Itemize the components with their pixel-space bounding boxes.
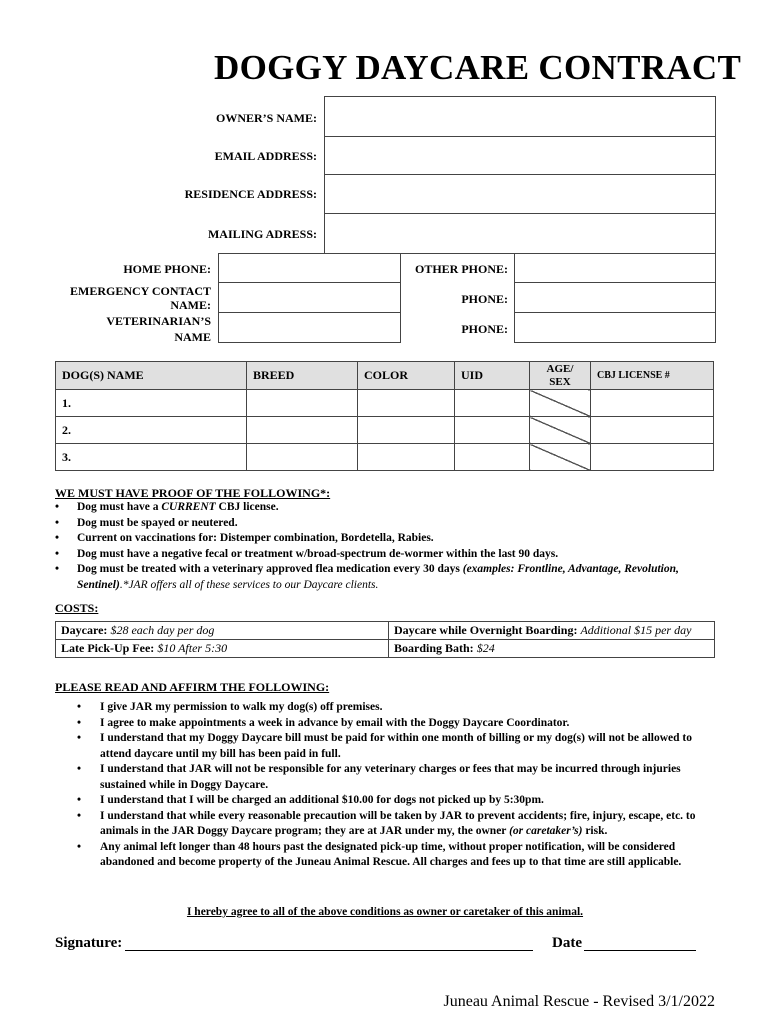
color-cell[interactable] — [358, 444, 455, 471]
dog-table — [55, 361, 714, 471]
late-fee-value: $10 After 5:30 — [157, 641, 228, 655]
list-item: • I understand that I will be charged an additional $10.00 for dogs not picked up by 5:30pm. — [55, 793, 715, 809]
date-line[interactable] — [584, 950, 696, 951]
breed-cell[interactable] — [247, 444, 358, 471]
emergency-phone-label: PHONE: — [461, 292, 508, 306]
email-address-label: EMAIL ADDRESS: — [214, 149, 317, 163]
boarding-bath-label: Boarding Bath: — [394, 641, 474, 655]
requirements-heading: WE MUST HAVE PROOF OF THE FOLLOWING*: — [55, 486, 331, 500]
col-dog-name: DOG(S) NAME — [56, 362, 247, 390]
list-item — [55, 809, 715, 840]
boarding-bath-value: $24 — [476, 641, 495, 655]
list-item: • I understand that my Doggy Daycare bill must be paid for within one month of billing or my dog(s) will not be allowed to attend daycare until my bill has been paid in full. — [55, 731, 715, 762]
daycare-cost-value: $28 each day per dog — [110, 623, 215, 637]
req5-text: Dog must be treated with a veterinary approved flea medication every 30 days — [77, 563, 463, 575]
home-phone-label: HOME PHONE: — [123, 262, 211, 276]
req1-text-end: CBJ license. — [215, 501, 279, 513]
breed-cell[interactable] — [247, 390, 358, 417]
req1-emphasis: CURRENT — [161, 501, 216, 513]
req1-text: Dog must have a — [77, 501, 162, 513]
late-fee-label: Late Pick-Up Fee: — [61, 641, 155, 655]
col-breed: BREED — [247, 362, 358, 390]
uid-cell[interactable] — [455, 417, 530, 444]
other-phone-label: OTHER PHONE: — [414, 262, 508, 276]
col-sex-label: SEX — [549, 375, 571, 388]
affirm6-text: I understand that while every reasonable precaution will be taken by JAR to prevent accidents; fire, injury, escape, etc. to animals in the JAR Doggy Daycare program; they are at JAR under my, the owner — [100, 809, 696, 837]
overnight-cost-label: Daycare while Overnight Boarding: — [394, 623, 578, 637]
home-phone-field[interactable] — [218, 253, 401, 283]
mailing-address-field[interactable] — [324, 213, 716, 254]
col-cbj-license: CBJ LICENSE # — [591, 362, 714, 390]
costs-table — [55, 621, 715, 658]
list-item: • I understand that JAR will not be responsible for any veterinary charges or fees that may be incurred through injuries sustained while in Doggy Daycare. — [55, 762, 715, 793]
cbj-license-cell[interactable] — [591, 417, 714, 444]
overnight-cost-cell — [389, 622, 715, 640]
color-cell[interactable] — [358, 417, 455, 444]
age-sex-cell[interactable] — [530, 444, 591, 471]
requirements-list — [55, 500, 715, 593]
list-item: • Dog must have a negative fecal or treatment w/broad-spectrum de-wormer within the last 90 days. — [55, 547, 715, 563]
date-label: Date — [552, 935, 582, 951]
dog-table-header — [56, 362, 714, 390]
table-row — [56, 640, 715, 658]
color-cell[interactable] — [358, 390, 455, 417]
table-row — [56, 622, 715, 640]
veterinarian-phone-field[interactable] — [514, 312, 716, 343]
list-item — [55, 500, 715, 516]
cbj-license-cell[interactable] — [591, 390, 714, 417]
daycare-cost-cell — [56, 622, 389, 640]
veterinarian-label: VETERINARIAN’S — [106, 314, 211, 328]
table-row — [56, 390, 714, 417]
breed-cell[interactable] — [247, 417, 358, 444]
daycare-cost-label: Daycare: — [61, 623, 108, 637]
overnight-cost-value: Additional $15 per day — [580, 623, 692, 637]
col-age-sex — [530, 362, 591, 390]
cbj-license-cell[interactable] — [591, 444, 714, 471]
emergency-phone-field[interactable] — [514, 282, 716, 313]
table-row — [56, 417, 714, 444]
mailing-address-label: MAILING ADRESS: — [207, 227, 317, 241]
table-row — [56, 444, 714, 471]
dog-name-cell-2[interactable]: 2. — [56, 417, 247, 444]
signature-line[interactable] — [125, 950, 533, 951]
veterinarian-label-2: NAME — [174, 330, 211, 344]
list-item: • Dog must be spayed or neutered. — [55, 516, 715, 532]
veterinarian-field[interactable] — [218, 312, 401, 343]
signature-label: Signature: — [55, 935, 123, 951]
age-sex-cell[interactable] — [530, 417, 591, 444]
footer-text: Juneau Animal Rescue - Revised 3/1/2022 — [443, 993, 715, 1010]
affirm6-text-end: risk. — [582, 825, 608, 837]
req5-note: .*JAR offers all of these services to our Daycare clients. — [119, 578, 379, 591]
list-item: • I agree to make appointments a week in advance by email with the Doggy Daycare Coordinator. — [55, 716, 715, 732]
col-uid: UID — [455, 362, 530, 390]
emergency-contact-label-2: NAME: — [170, 298, 211, 312]
boarding-bath-cell — [389, 640, 715, 658]
residence-address-field[interactable] — [324, 174, 716, 214]
owners-name-label: OWNER’S NAME: — [216, 111, 317, 125]
owners-name-field[interactable] — [324, 96, 716, 137]
list-item: • I give JAR my permission to walk my dog(s) off premises. — [55, 700, 715, 716]
dog-name-cell-3[interactable]: 3. — [56, 444, 247, 471]
col-color: COLOR — [358, 362, 455, 390]
residence-address-label: RESIDENCE ADDRESS: — [184, 187, 317, 201]
uid-cell[interactable] — [455, 444, 530, 471]
other-phone-field[interactable] — [514, 253, 716, 283]
document-title: DOGGY DAYCARE CONTRACT — [214, 48, 742, 87]
dog-name-cell-1[interactable]: 1. — [56, 390, 247, 417]
col-age-label: AGE/ — [546, 362, 574, 375]
age-sex-cell[interactable] — [530, 390, 591, 417]
affirm6-emphasis: (or caretaker’s) — [509, 825, 583, 837]
list-item — [55, 562, 715, 593]
uid-cell[interactable] — [455, 390, 530, 417]
email-address-field[interactable] — [324, 136, 716, 175]
affirm-heading: PLEASE READ AND AFFIRM THE FOLLOWING: — [55, 680, 330, 694]
list-item: • Current on vaccinations for: Distemper combination, Bordetella, Rabies. — [55, 531, 715, 547]
list-item: • Any animal left longer than 48 hours past the designated pick-up time, without proper notification, will be considered abandoned and become property of the Juneau Animal Rescue. All charges and fees up to that time are still applicable. — [55, 840, 715, 871]
veterinarian-phone-label: PHONE: — [461, 322, 508, 336]
affirm-list — [55, 700, 715, 871]
late-fee-cell — [56, 640, 389, 658]
costs-heading: COSTS: — [55, 601, 99, 615]
req5-examples: (examples: Frontline, Advantage, Revolution, Sentinel) — [77, 563, 679, 591]
agreement-statement: I hereby agree to all of the above conditions as owner or caretaker of this animal. — [186, 906, 584, 918]
emergency-contact-label: EMERGENCY CONTACT — [69, 284, 211, 298]
emergency-contact-field[interactable] — [218, 282, 401, 313]
